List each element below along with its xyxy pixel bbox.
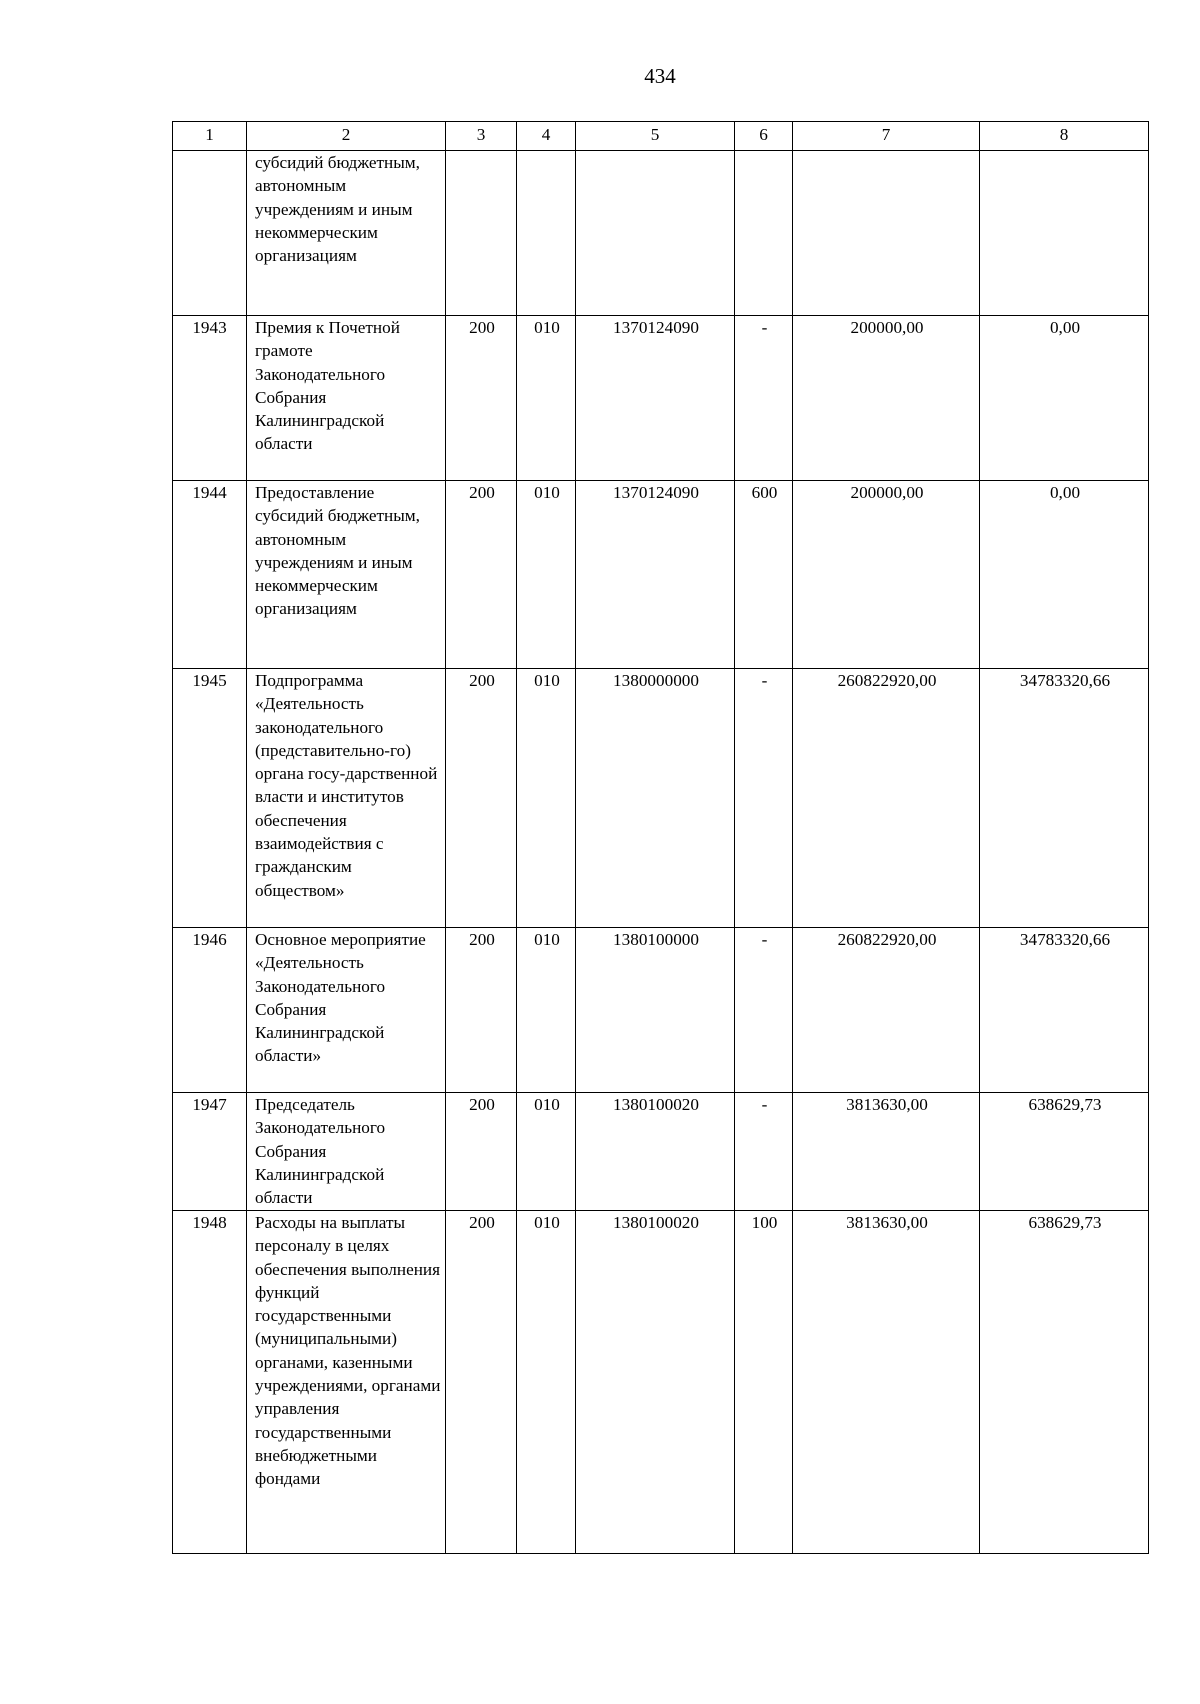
page-number: 434 [644,64,676,88]
cell-col3: 200 [446,1211,517,1554]
row-number: 1943 [173,316,247,481]
cell-col5: 1380100020 [576,1211,735,1554]
row-number: 1946 [173,928,247,1093]
budget-table [172,121,1149,1554]
cell-col8: 34783320,66 [980,928,1149,1093]
column-header: 4 [517,122,576,151]
cell-col3: 200 [446,928,517,1093]
cell-col6: - [735,928,793,1093]
cell-col5: 1380100000 [576,928,735,1093]
cell-col5: 1380000000 [576,669,735,928]
table-row [173,928,1149,1093]
column-header: 8 [980,122,1149,151]
cell-col6: 600 [735,481,793,669]
table-header-row [173,122,1149,151]
cell-col8: 0,00 [980,316,1149,481]
cell-col4: 010 [517,928,576,1093]
cell-col7: 200000,00 [793,316,980,481]
cell-col6: - [735,316,793,481]
table-row [173,669,1149,928]
cell-col5: 1380100020 [576,1093,735,1211]
column-header: 3 [446,122,517,151]
cell-col4: 010 [517,669,576,928]
cell-col4: 010 [517,481,576,669]
cell-col7 [793,151,980,316]
cell-col3: 200 [446,481,517,669]
table-row [173,481,1149,669]
cell-col5: 1370124090 [576,481,735,669]
cell-col3: 200 [446,669,517,928]
table-row [173,1093,1149,1211]
cell-col8: 0,00 [980,481,1149,669]
row-number [173,151,247,316]
table-row [173,1211,1149,1554]
cell-col4 [517,151,576,316]
row-name: субсидий бюджетным, автономным учреждениям и иным некоммерческим организациям [247,151,446,316]
table-row [173,151,1149,316]
cell-col3: 200 [446,1093,517,1211]
row-name: Основное мероприятие «Деятельность Законодательного Собрания Калининградской области» [247,928,446,1093]
column-header: 5 [576,122,735,151]
cell-col6: - [735,669,793,928]
cell-col3: 200 [446,316,517,481]
row-name: Премия к Почетной грамоте Законодательного Собрания Калининградской области [247,316,446,481]
cell-col4: 010 [517,1211,576,1554]
row-name: Предоставление субсидий бюджетным, автономным учреждениям и иным некоммерческим организациям [247,481,446,669]
cell-col4: 010 [517,1093,576,1211]
column-header: 6 [735,122,793,151]
row-name: Подпрограмма «Деятельность законодательного (представительно-го) органа госу-дарственной власти и институтов обеспечения взаимодействия с гражданским обществом» [247,669,446,928]
cell-col4: 010 [517,316,576,481]
cell-col7: 260822920,00 [793,669,980,928]
column-header: 7 [793,122,980,151]
row-number: 1945 [173,669,247,928]
cell-col8 [980,151,1149,316]
cell-col7: 260822920,00 [793,928,980,1093]
cell-col6 [735,151,793,316]
cell-col7: 3813630,00 [793,1211,980,1554]
cell-col3 [446,151,517,316]
table-row [173,316,1149,481]
cell-col8: 638629,73 [980,1211,1149,1554]
column-header: 1 [173,122,247,151]
cell-col8: 34783320,66 [980,669,1149,928]
row-number: 1944 [173,481,247,669]
row-number: 1947 [173,1093,247,1211]
cell-col7: 200000,00 [793,481,980,669]
cell-col5 [576,151,735,316]
cell-col6: - [735,1093,793,1211]
row-name: Председатель Законодательного Собрания Калининградской области [247,1093,446,1211]
cell-col8: 638629,73 [980,1093,1149,1211]
cell-col7: 3813630,00 [793,1093,980,1211]
cell-col6: 100 [735,1211,793,1554]
cell-col5: 1370124090 [576,316,735,481]
row-name: Расходы на выплаты персоналу в целях обеспечения выполнения функций государственными (муниципальными) органами, казенными учреждениями, органами управления государственными внебюджетными фондами [247,1211,446,1554]
row-number: 1948 [173,1211,247,1554]
column-header: 2 [247,122,446,151]
